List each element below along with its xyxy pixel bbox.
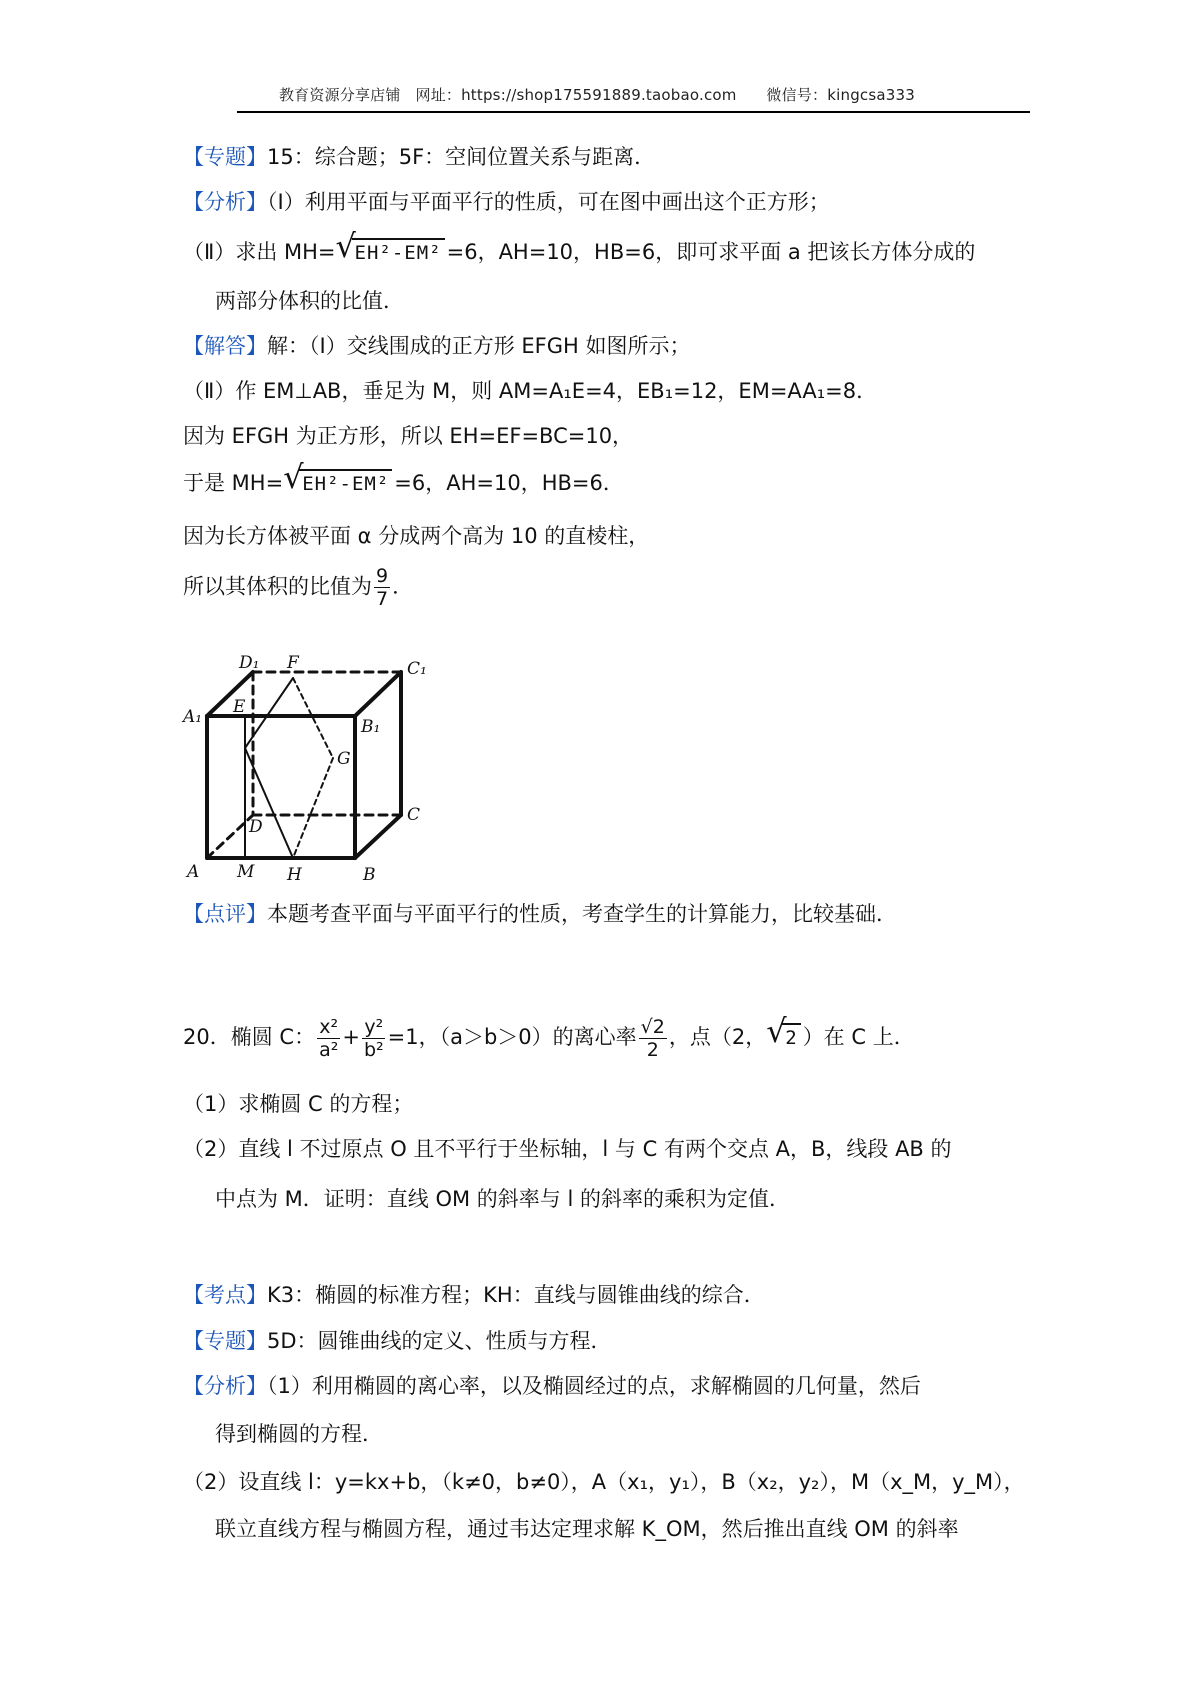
q20-stem-pre: 椭圆 C： <box>230 1025 316 1049</box>
answer-line-4 <box>183 469 624 498</box>
label-a: A <box>187 862 200 882</box>
comment-line <box>183 900 897 928</box>
edge-b1-c1 <box>355 672 401 716</box>
label-e: E <box>233 697 246 717</box>
sqrt-radicand: EH²-EM² <box>299 469 392 495</box>
topic-line <box>183 143 655 171</box>
q20-stem-post: ）在 C 上． <box>802 1025 915 1049</box>
fraction-y2-b2 <box>362 1016 386 1061</box>
answer-line-2: （Ⅱ）作 EM⊥AB，垂足为 M，则 AM=A₁E=4，EB₁=12，EM=AA₁=8． <box>183 379 878 403</box>
label-g: G <box>337 749 351 769</box>
sqrt-radicand: 2 <box>782 1023 800 1049</box>
segment-g-h <box>293 758 333 858</box>
kaodian-line <box>183 1281 765 1309</box>
q20-part-2-line-2: 中点为 M．证明：直线 OM 的斜率与 l 的斜率的乘积为定值． <box>215 1187 790 1211</box>
q20-part-1: （1）求椭圆 C 的方程； <box>183 1092 414 1116</box>
comment-text: 本题考查平面与平面平行的性质，考查学生的计算能力，比较基础． <box>267 902 897 926</box>
label-b1: B₁ <box>361 717 381 737</box>
fraction-denominator: 2 <box>646 1038 659 1061</box>
analysis2-text-1: （1）利用椭圆的离心率，以及椭圆经过的点，求解椭圆的几何量，然后 <box>267 1374 921 1398</box>
topic-line-2 <box>183 1327 612 1355</box>
answer-line-3: 因为 EFGH 为正方形，所以 EH=EF=BC=10， <box>183 424 634 448</box>
label-b: B <box>363 865 376 885</box>
label-c: C <box>407 805 421 825</box>
page-header: 教育资源分享店铺 网址：https://shop175591889.taobao.com 微信号：kingcsa333 <box>278 86 915 104</box>
fraction-numerator: y² <box>364 1015 384 1038</box>
eccentricity-fraction <box>639 1016 667 1061</box>
topic-text: 5D：圆锥曲线的定义、性质与方程． <box>267 1329 612 1353</box>
kaodian-tag: 【考点】 <box>183 1283 267 1307</box>
answer-line-6 <box>183 565 413 610</box>
kaodian-text: K3：椭圆的标准方程；KH：直线与圆锥曲线的综合． <box>267 1283 765 1307</box>
label-a1: A₁ <box>183 707 203 727</box>
q20-stem-mid2: ，点（2， <box>668 1025 767 1049</box>
fraction-x2-a2 <box>317 1016 340 1061</box>
topic-tag: 【专题】 <box>183 1329 267 1353</box>
question-number: 20． <box>183 1025 231 1049</box>
q20-stem: 20．椭圆 C： $\frac{\text{x²}}{\text{a²}}$ + $\frac{\text{y²}}{\text{b²}}$ =1，（a＞b＞0）的离心率 $\frac{√2}{2}$ ，点（2，√ 2 ）在 C 上． <box>183 1007 915 1068</box>
sqrt-expression <box>338 238 445 267</box>
label-f: F <box>287 653 299 673</box>
label-h: H <box>287 865 302 885</box>
analysis-line-3: 两部分体积的比值． <box>215 289 404 313</box>
analysis-tag: 【分析】 <box>183 190 267 214</box>
answer-text-6-pre: 所以其体积的比值为 <box>183 574 372 599</box>
header-rule <box>237 111 1030 113</box>
analysis2-line-4: 联立直线方程与椭圆方程，通过韦达定理求解 K_OM，然后推出直线 OM 的斜率 <box>215 1517 959 1541</box>
answer-text-4-post: =6，AH=10，HB=6． <box>394 471 624 495</box>
fraction-denominator: 7 <box>376 588 389 610</box>
sqrt-expression <box>285 469 392 498</box>
answer-text-4-pre: 于是 MH= <box>183 471 284 495</box>
fraction-denominator: b² <box>363 1038 384 1061</box>
fraction-denominator: a² <box>319 1038 339 1061</box>
answer-line-1 <box>183 332 690 360</box>
sqrt-radicand: EH²-EM² <box>352 238 445 264</box>
edge-a-d <box>207 815 253 858</box>
sqrt-expression <box>768 1007 800 1068</box>
analysis-line-2 <box>183 238 975 267</box>
analysis-text-1: （Ⅰ）利用平面与平面平行的性质，可在图中画出这个正方形； <box>267 190 830 214</box>
label-c1: C₁ <box>407 659 427 679</box>
analysis-text-2-pre: （Ⅱ）求出 MH= <box>183 240 336 264</box>
topic-tag: 【专题】 <box>183 145 267 169</box>
answer-tag: 【解答】 <box>183 334 267 358</box>
analysis-line-1 <box>183 188 830 216</box>
cuboid-figure <box>183 653 473 885</box>
label-m: M <box>237 862 255 882</box>
analysis-tag: 【分析】 <box>183 1374 267 1398</box>
label-d: D <box>249 817 263 837</box>
analysis2-line-2: 得到椭圆的方程． <box>215 1422 383 1446</box>
fraction-numerator: x² <box>319 1015 339 1038</box>
fraction-numerator: √2 <box>640 1015 665 1038</box>
analysis2-line-3: （2）设直线 l：y=kx+b，（k≠0，b≠0），A（x₁，y₁），B（x₂，y₂），M（x_M，y_M）， <box>183 1470 1025 1494</box>
label-d1: D₁ <box>239 653 260 673</box>
answer-line-5: 因为长方体被平面 α 分成两个高为 10 的直棱柱， <box>183 524 650 548</box>
edge-b-c <box>355 815 401 858</box>
fraction-numerator: 9 <box>376 565 389 587</box>
q20-part-2-line-1: （2）直线 l 不过原点 O 且不平行于坐标轴，l 与 C 有两个交点 A，B，线段 AB 的 <box>183 1137 952 1161</box>
analysis2-line-1 <box>183 1372 921 1400</box>
edge-a1-d1 <box>207 672 253 716</box>
answer-text-1: 解：（Ⅰ）交线围成的正方形 EFGH 如图所示； <box>267 334 691 358</box>
comment-tag: 【点评】 <box>183 902 267 926</box>
analysis-text-2-post: =6，AH=10，HB=6，即可求平面 a 把该长方体分成的 <box>446 240 976 264</box>
topic-text: 15：综合题；5F：空间位置关系与距离． <box>267 145 656 169</box>
answer-text-6-post: ． <box>392 574 414 599</box>
q20-stem-mid: =1，（a＞b＞0）的离心率 <box>387 1025 637 1049</box>
volume-ratio-fraction <box>374 565 390 610</box>
